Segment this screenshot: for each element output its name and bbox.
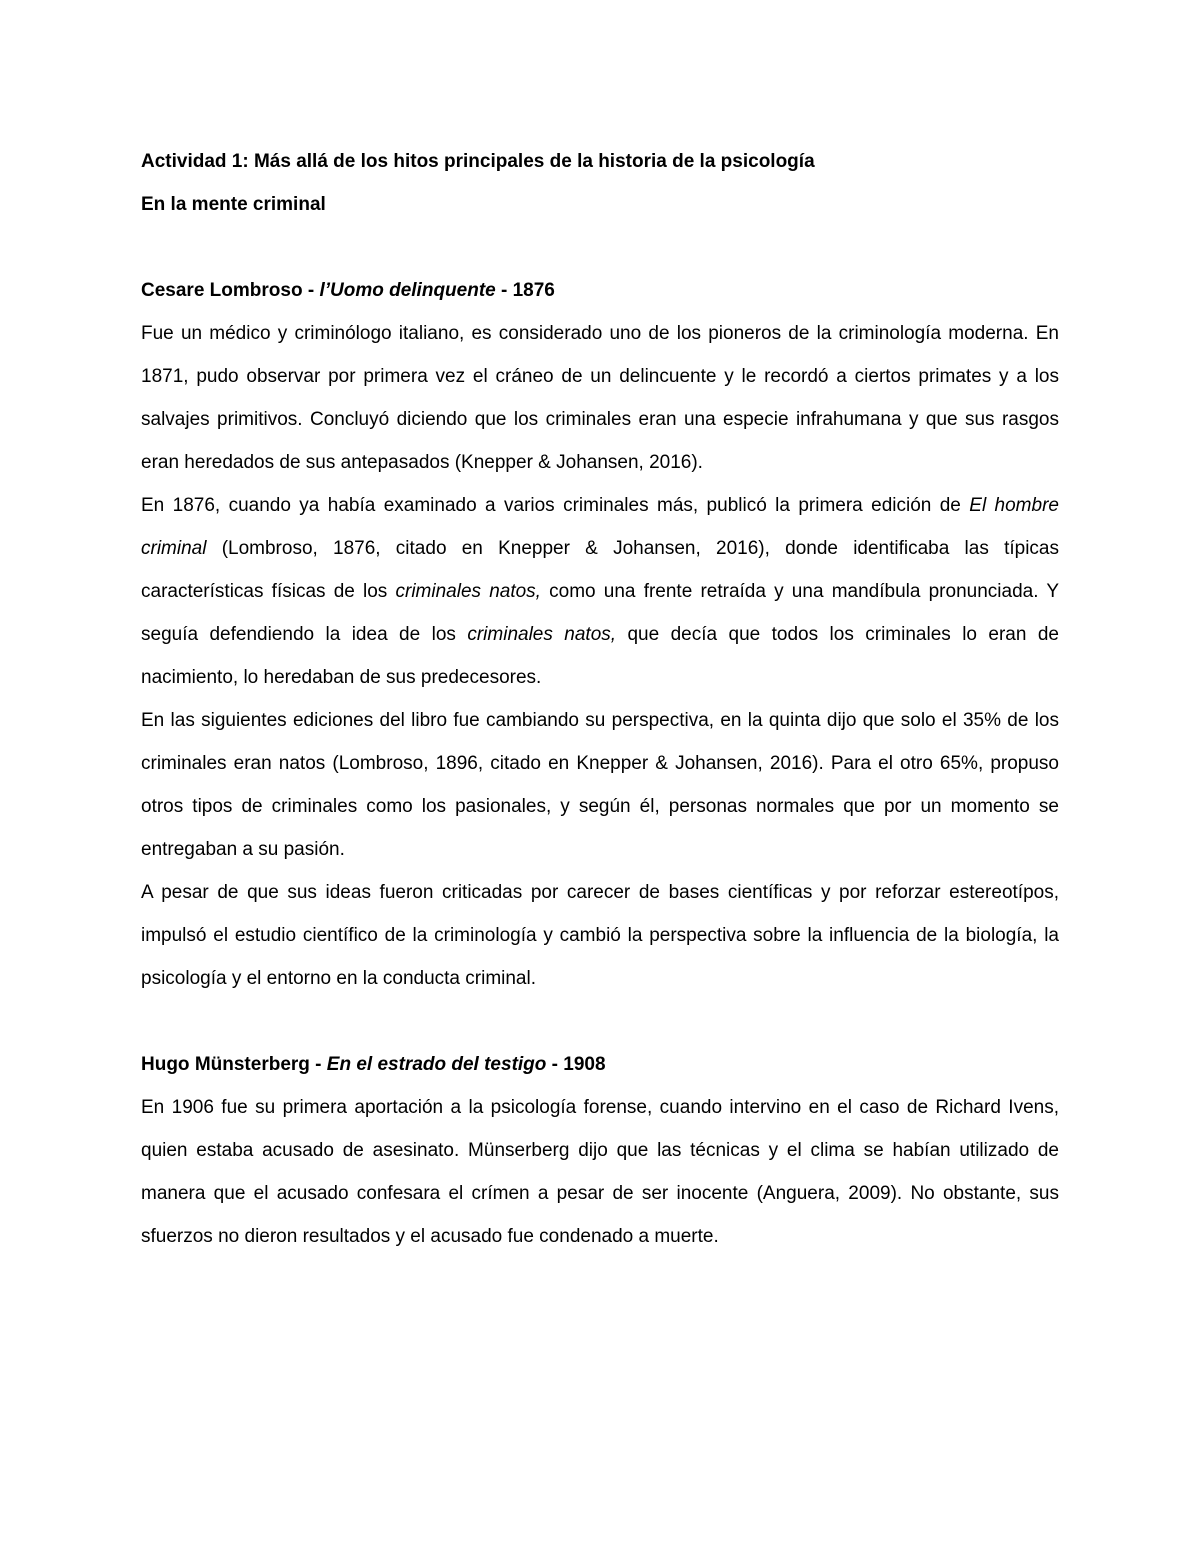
text-run: como una frente retraída y una mandíbula pronunciada. Y seguía defendiendo la idea de los [141, 581, 1059, 645]
heading-author: Cesare Lombroso [141, 280, 303, 301]
italic-term: criminales natos, [395, 581, 541, 602]
heading-separator: - [546, 1054, 564, 1075]
paragraph-lombroso-1: Fue un médico y criminólogo italiano, es considerado uno de los pioneros de la criminología moderna. En 1871, pudo observar por primera vez el cráneo de un delincuente y le recordó a ciertos primates y a los salvajes primitivos. Concluyó diciendo que los criminales eran una especie infrahumana y que sus rasgos eran heredados de sus antepasados (Knepper & Johansen, 2016). [141, 323, 1059, 473]
activity-title: Actividad 1: Más allá de los hitos principales de la historia de la psicología [141, 151, 815, 172]
paragraph-lombroso-4: A pesar de que sus ideas fueron criticadas por carecer de bases científicas y por reforzar estereotípos, impulsó el estudio científico de la criminología y cambió la perspectiva sobre la influencia de la biología, la psicología y el entorno en la conducta criminal. [141, 882, 1059, 989]
heading-separator: - [495, 280, 513, 301]
italic-book-title: El hombre criminal [141, 495, 1059, 559]
section-heading-munsterberg [141, 1043, 1059, 1086]
heading-separator: - [302, 280, 320, 301]
text-run: que decía que todos los criminales lo eran de nacimiento, lo heredaban de sus predecesores. [141, 624, 1059, 688]
heading-work-title: l’Uomo delinquente [319, 280, 496, 301]
paragraph-lombroso-2 [141, 484, 1059, 699]
heading-year: 1876 [512, 280, 555, 301]
heading-work-title: En el estrado del testigo [326, 1054, 547, 1075]
section-heading-lombroso [141, 269, 1059, 312]
heading-author: Hugo Münsterberg [141, 1054, 310, 1075]
text-run: (Lombroso, 1876, citado en Knepper & Johansen, 2016), donde identificaba las típicas características físicas de los [141, 538, 1059, 602]
italic-term: criminales natos, [467, 624, 617, 645]
activity-subtitle: En la mente criminal [141, 194, 326, 215]
paragraph-lombroso-3: En las siguientes ediciones del libro fue cambiando su perspectiva, en la quinta dijo que solo el 35% de los criminales eran natos (Lombroso, 1896, citado en Knepper & Johansen, 2016). Para el otro 65%, propuso otros tipos de criminales como los pasionales, y según él, personas normales que por un momento se entregaban a su pasión. [141, 710, 1059, 860]
blank-line [141, 226, 1059, 269]
heading-year: 1908 [563, 1054, 606, 1075]
blank-line [141, 1000, 1059, 1043]
text-run: En 1876, cuando ya había examinado a varios criminales más, publicó la primera edición de [141, 495, 970, 516]
heading-separator: - [309, 1054, 327, 1075]
paragraph-munsterberg-1: En 1906 fue su primera aportación a la psicología forense, cuando intervino en el caso de Richard Ivens, quien estaba acusado de asesinato. Münserberg dijo que las técnicas y el clima se habían utilizado de manera que el acusado confesara el crímen a pesar de ser inocente (Anguera, 2009). No obstante, sus sfuerzos no dieron resultados y el acusado fue condenado a muerte. [141, 1097, 1059, 1247]
